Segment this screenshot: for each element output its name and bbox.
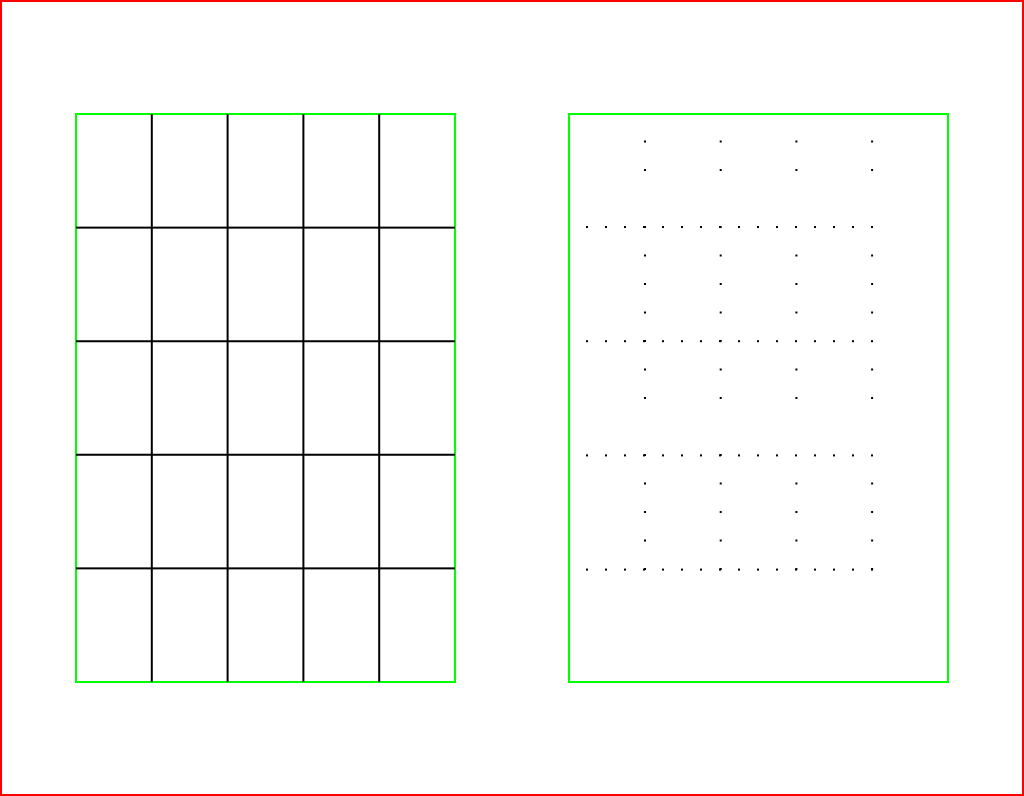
horizontal-dot (624, 226, 626, 228)
horizontal-dot (681, 569, 683, 571)
horizontal-dot (795, 454, 797, 456)
vertical-dot (644, 568, 646, 570)
vertical-dot (720, 540, 722, 542)
vertical-dot (644, 540, 646, 542)
horizontal-dot (624, 454, 626, 456)
horizontal-dot (852, 226, 854, 228)
horizontal-dot (738, 454, 740, 456)
vertical-dot (795, 540, 797, 542)
vertical-dot (871, 397, 873, 399)
horizontal-dot (586, 226, 588, 228)
vertical-dot (795, 483, 797, 485)
vertical-dot (795, 312, 797, 314)
vertical-dot (720, 141, 722, 143)
horizontal-dot (757, 454, 759, 456)
horizontal-dot (814, 454, 816, 456)
vertical-dot (795, 283, 797, 285)
vertical-dot (871, 540, 873, 542)
horizontal-dot (605, 340, 607, 342)
horizontal-dot (586, 569, 588, 571)
dotted-grid-dots (586, 141, 873, 571)
vertical-dot (720, 340, 722, 342)
vertical-dot (644, 226, 646, 228)
vertical-dot (795, 511, 797, 513)
vertical-dot (644, 340, 646, 342)
horizontal-dot (586, 454, 588, 456)
horizontal-dot (700, 569, 702, 571)
horizontal-dot (681, 226, 683, 228)
vertical-dot (644, 141, 646, 143)
horizontal-dot (871, 226, 873, 228)
vertical-dot (720, 226, 722, 228)
vertical-dot (644, 511, 646, 513)
vertical-dot (644, 283, 646, 285)
vertical-dot (720, 454, 722, 456)
vertical-dot (720, 483, 722, 485)
vertical-dot (720, 511, 722, 513)
horizontal-dot (700, 340, 702, 342)
horizontal-dot (738, 226, 740, 228)
vertical-dot (871, 255, 873, 257)
horizontal-dot (776, 340, 778, 342)
outer-border (1, 1, 1023, 795)
vertical-dot (644, 483, 646, 485)
horizontal-dot (833, 454, 835, 456)
horizontal-dot (605, 569, 607, 571)
vertical-dot (720, 312, 722, 314)
horizontal-dot (757, 340, 759, 342)
horizontal-dot (776, 454, 778, 456)
vertical-dot (795, 369, 797, 371)
vertical-dot (871, 511, 873, 513)
vertical-dot (871, 312, 873, 314)
vertical-dot (871, 169, 873, 171)
horizontal-dot (757, 569, 759, 571)
vertical-dot (644, 369, 646, 371)
horizontal-dot (605, 454, 607, 456)
vertical-dot (720, 568, 722, 570)
vertical-dot (644, 312, 646, 314)
horizontal-dot (814, 569, 816, 571)
vertical-dot (795, 141, 797, 143)
horizontal-dot (662, 226, 664, 228)
vertical-dot (871, 141, 873, 143)
horizontal-dot (871, 340, 873, 342)
horizontal-dot (833, 226, 835, 228)
horizontal-dot (662, 454, 664, 456)
solid-grid-frame (76, 114, 455, 682)
vertical-dot (720, 283, 722, 285)
solid-grid-panel (76, 114, 455, 682)
horizontal-dot (795, 226, 797, 228)
vertical-dot (795, 255, 797, 257)
horizontal-dot (738, 569, 740, 571)
horizontal-dot (700, 454, 702, 456)
horizontal-dot (738, 340, 740, 342)
horizontal-dot (776, 569, 778, 571)
horizontal-dot (852, 454, 854, 456)
vertical-dot (871, 568, 873, 570)
horizontal-dot (852, 569, 854, 571)
horizontal-dot (814, 340, 816, 342)
horizontal-dot (662, 569, 664, 571)
horizontal-dot (605, 226, 607, 228)
horizontal-dot (681, 454, 683, 456)
solid-grid-lines (76, 114, 455, 682)
horizontal-dot (757, 226, 759, 228)
vertical-dot (720, 255, 722, 257)
horizontal-dot (814, 226, 816, 228)
vertical-dot (720, 169, 722, 171)
vertical-dot (720, 369, 722, 371)
vertical-dot (644, 454, 646, 456)
horizontal-dot (833, 569, 835, 571)
vertical-dot (644, 169, 646, 171)
horizontal-dot (871, 454, 873, 456)
horizontal-dot (624, 340, 626, 342)
dotted-grid-panel (569, 114, 948, 682)
dotted-grid-frame (569, 114, 948, 682)
horizontal-dot (681, 340, 683, 342)
horizontal-dot (662, 340, 664, 342)
horizontal-dot (624, 569, 626, 571)
horizontal-dot (852, 340, 854, 342)
horizontal-dot (833, 340, 835, 342)
vertical-dot (795, 169, 797, 171)
vertical-dot (644, 397, 646, 399)
vertical-dot (871, 483, 873, 485)
horizontal-dot (586, 340, 588, 342)
vertical-dot (871, 283, 873, 285)
vertical-dot (795, 397, 797, 399)
vertical-dot (644, 255, 646, 257)
vertical-dot (795, 568, 797, 570)
horizontal-dot (795, 340, 797, 342)
vertical-dot (720, 397, 722, 399)
vertical-dot (871, 369, 873, 371)
horizontal-dot (776, 226, 778, 228)
horizontal-dot (700, 226, 702, 228)
